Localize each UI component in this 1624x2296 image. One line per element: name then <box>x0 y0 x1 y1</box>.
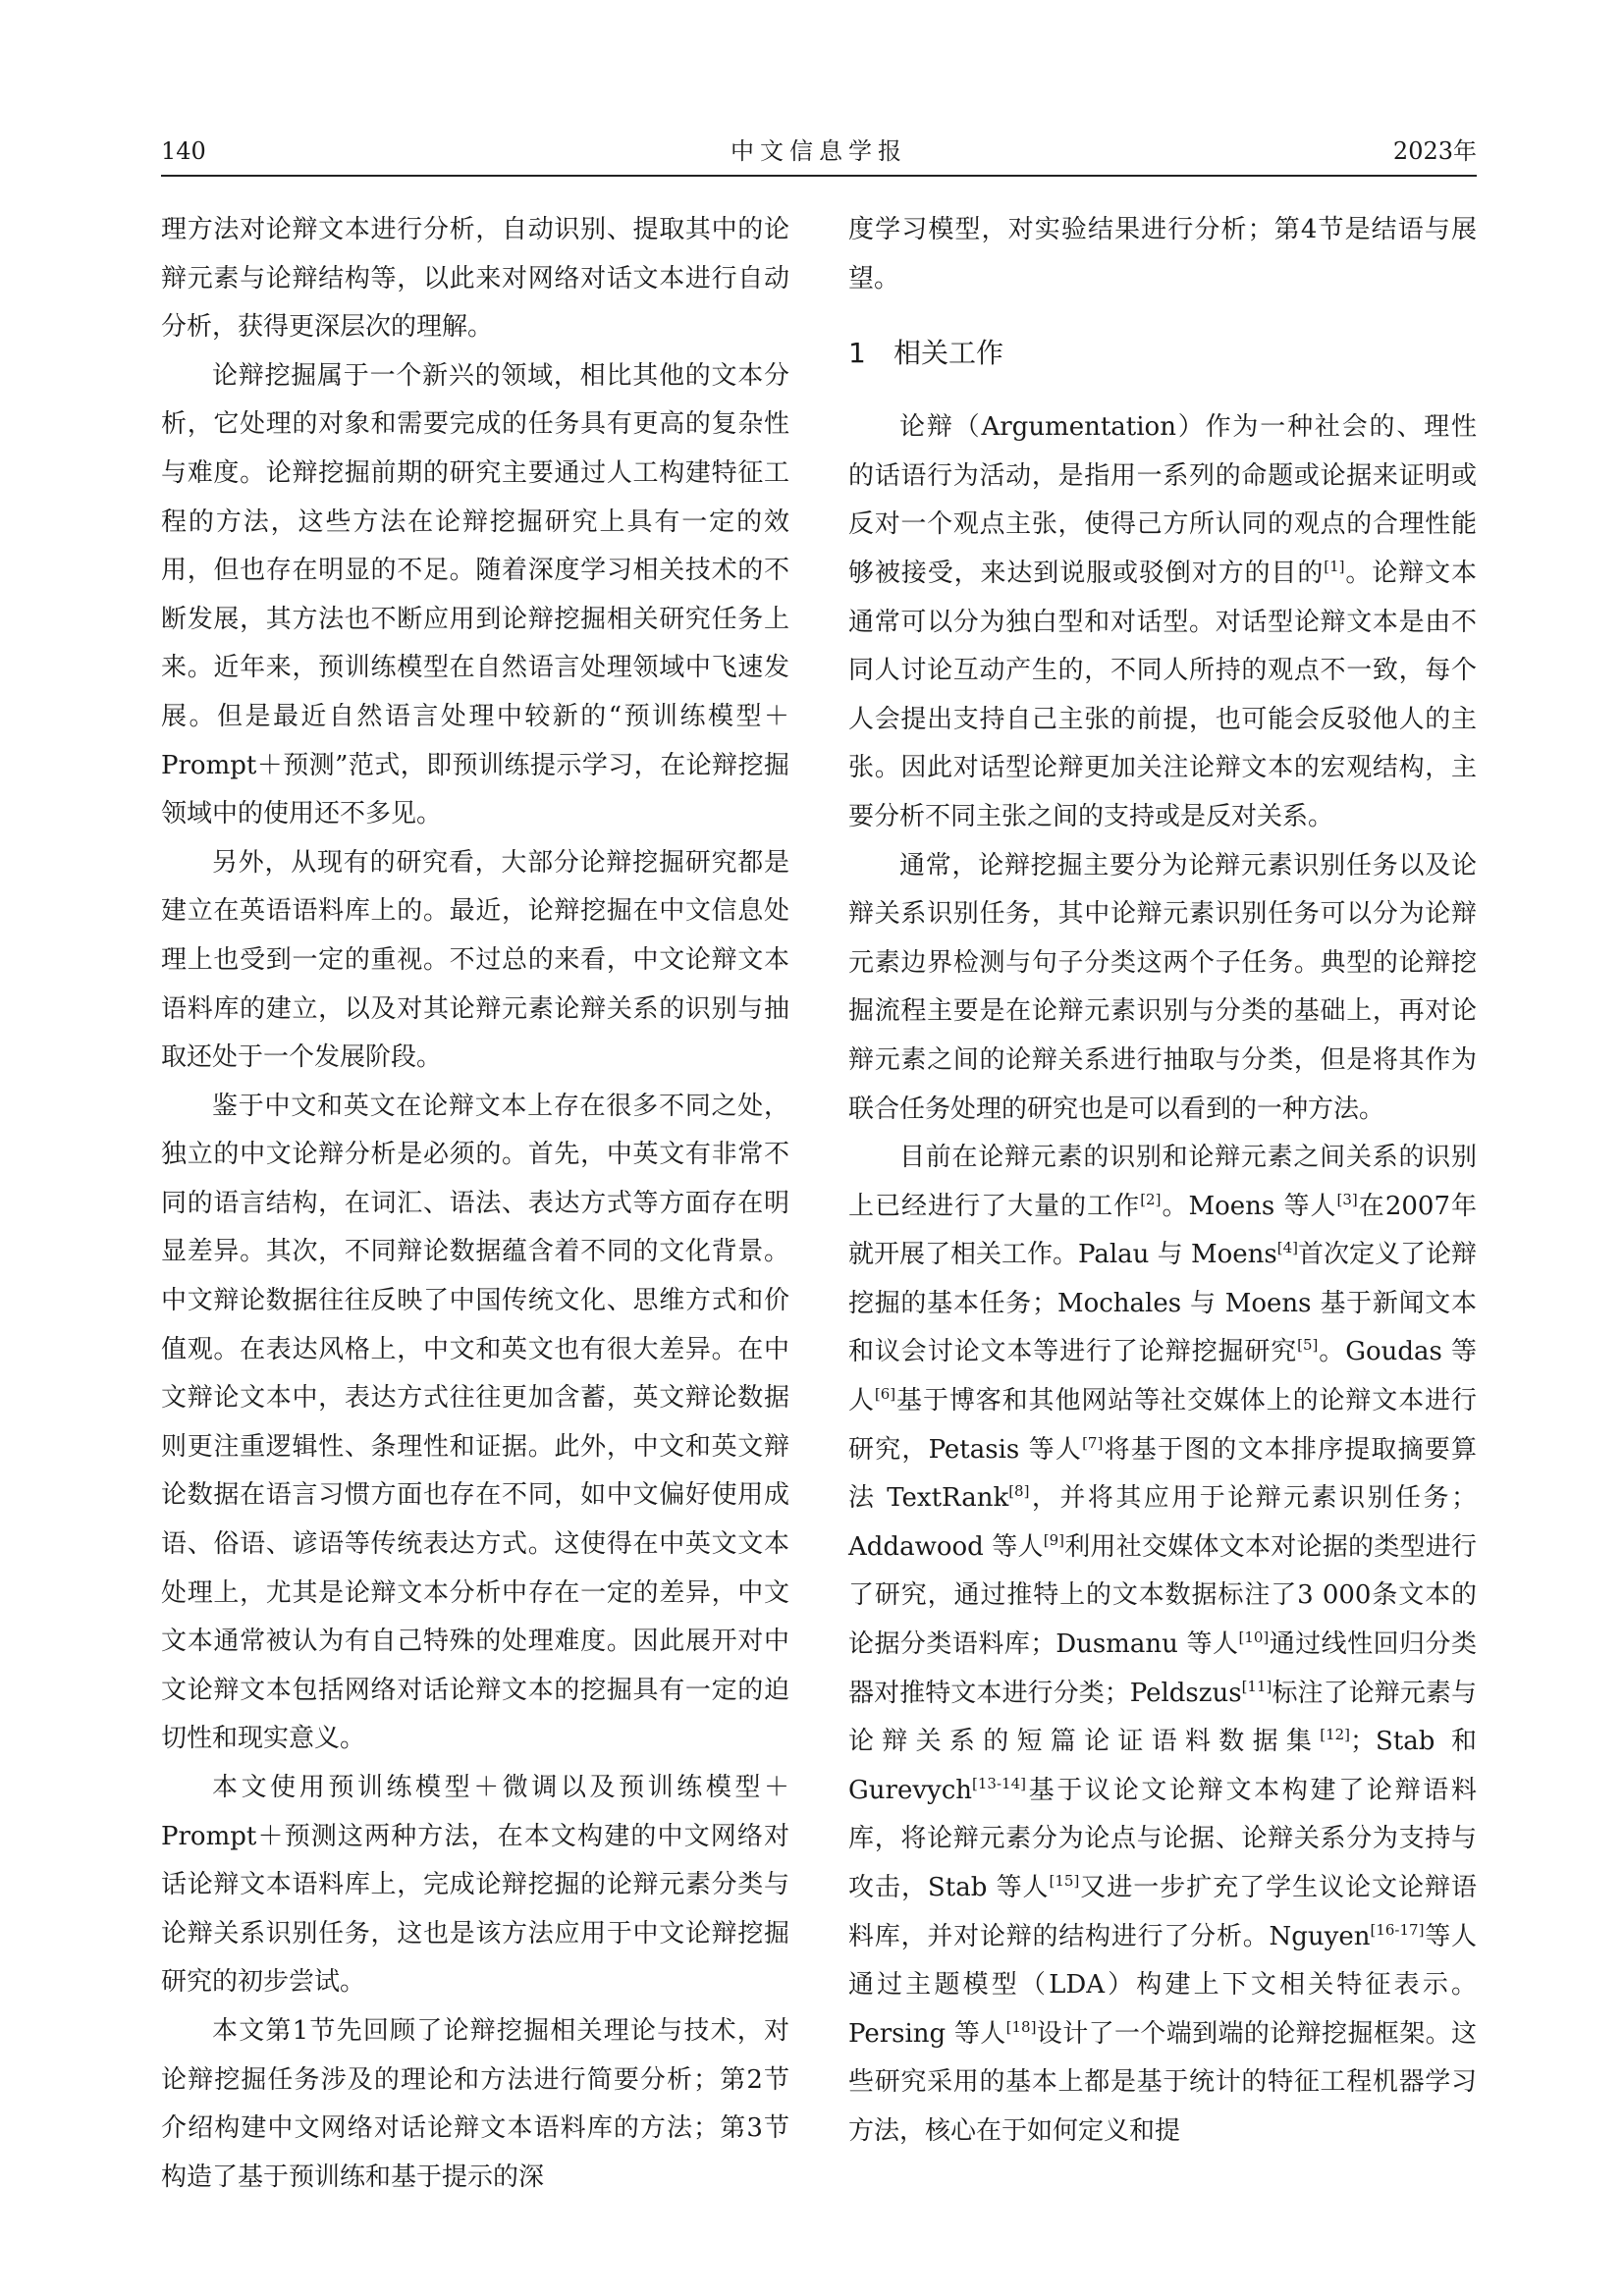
citation: [5] <box>1297 1336 1319 1355</box>
citation: [10] <box>1238 1629 1270 1647</box>
paragraph: 本文第1节先回顾了论辩挖掘相关理论与技术，对论辩挖掘任务涉及的理论和方法进行简要分析；第2节介绍构建中文网络对话论辩文本语料库的方法；第3节构造了基于预训练和基于提示的深 <box>161 2015 789 2192</box>
text-run: 目前在论辩元素的识别和论辩元素之间关系的识别上已经进行了大量的工作 <box>848 1143 1477 1221</box>
text-run: 在2007年就开展了相关工作。Palau 与 Moens <box>848 1191 1477 1270</box>
right-column <box>848 206 1477 2157</box>
section-heading <box>848 329 1477 378</box>
paragraph: 度学习模型，对实验结果进行分析；第4节是结语与展望。 <box>848 215 1477 294</box>
text-run: 利用社交媒体文本对论据的类型进行了研究，通过推特上的文本数据标注了3 000条文本的论据分类语料库；Dusmanu 等人 <box>848 1531 1477 1660</box>
citation: [1] <box>1324 557 1345 575</box>
text-run: 设计了一个端到端的论辩挖掘框架。这些研究采用的基本上都是基于统计的特征工程机器学习方法，核心在于如何定义和提 <box>848 2018 1477 2146</box>
text-run: ，并将其应用于论辩元素识别任务；Addawood 等人 <box>848 1483 1477 1562</box>
header-rule <box>161 175 1477 177</box>
citation: [12] <box>1320 1726 1351 1744</box>
text-run: 标注了论辩元素与论辩关系的短篇论证语料数据集 <box>848 1678 1477 1757</box>
paragraph: 理方法对论辩文本进行分析，自动识别、提取其中的论辩元素与论辩结构等，以此来对网络对话文本进行自动分析，获得更深层次的理解。 <box>161 215 789 343</box>
paragraph: 论辩挖掘属于一个新兴的领域，相比其他的文本分析，它处理的对象和需要完成的任务具有更高的复杂性与难度。论辩挖掘前期的研究主要通过人工构建特征工程的方法，这些方法在论辩挖掘研究上具有一定的效用，但也存在明显的不足。随着深度学习相关技术的不断发展，其方法也不断应用到论辩挖掘相关研究任务上来。近年来，预训练模型在自然语言处理领域中飞速发展。但是最近自然语言处理中较新的“预训练模型＋Prompt＋预测”范式，即预训练提示学习，在论辩挖掘领域中的使用还不多见。 <box>161 360 789 829</box>
paragraph: 本文使用预训练模型＋微调以及预训练模型＋Prompt＋预测这两种方法，在本文构建的中文网络对话论辩文本语料库上，完成论辩挖掘的论辩元素分类与论辩关系识别任务，这也是该方法应用于中文论辩挖掘研究的初步尝试。 <box>161 1773 789 1998</box>
paragraph: 鉴于中文和英文在论辩文本上存在很多不同之处，独立的中文论辩分析是必须的。首先，中英文有非常不同的语言结构，在词汇、语法、表达方式等方面存在明显差异。其次，不同辩论数据蕴含着不同的文化背景。中文辩论数据往往反映了中国传统文化、思维方式和价值观。在表达风格上，中文和英文也有很大差异。在中文辩论文本中，表达方式往往更加含蓄，英文辩论数据则更注重逻辑性、条理性和证据。此外，中文和英文辩论数据在语言习惯方面也存在不同，如中文偏好使用成语、俗语、谚语等传统表达方式。这使得在中英文文本处理上，尤其是论辩文本分析中存在一定的差异，中文文本通常被认为有自己特殊的处理难度。因此展开对中文论辩文本包括网络对话论辩文本的挖掘具有一定的迫切性和现实意义。 <box>161 1091 789 1754</box>
citation: [8] <box>1008 1482 1030 1501</box>
publication-year: 2023年 <box>1392 137 1477 165</box>
text-run: 首次定义了论辩挖掘的基本任务；Mochales 与 Moens 基于新闻文本和议会讨论文本等进行了论辩挖掘研究 <box>848 1240 1477 1367</box>
citation: [7] <box>1082 1433 1104 1452</box>
citation: [6] <box>874 1385 896 1404</box>
text-run: 基于博客和其他网站等社交媒体上的论辩文本进行研究，Petasis 等人 <box>848 1386 1477 1465</box>
text-run: 。Moens 等人 <box>1161 1191 1337 1221</box>
section-number: 1 <box>848 337 866 370</box>
text-run: 将基于图的文本排序提取摘要算法 TextRank <box>848 1434 1477 1514</box>
text-run: 等人通过主题模型（LDA）构建上下文相关特征表示。Persing 等人 <box>848 1921 1477 2049</box>
citation: [15] <box>1049 1872 1080 1890</box>
citation: [3] <box>1336 1190 1358 1208</box>
text-run: ；Stab 和 Gurevych <box>848 1727 1477 1805</box>
section-title: 相关工作 <box>893 337 1004 370</box>
left-column <box>161 206 789 2202</box>
page-number: 140 <box>161 137 206 165</box>
paragraph <box>848 1134 1477 2156</box>
citation: [2] <box>1140 1190 1162 1208</box>
text-run: 基于议论文论辩文本构建了论辩语料库，将论辩元素分为论点与论据、论辩关系分为支持与攻击，Stab 等人 <box>848 1775 1477 1902</box>
citation: [11] <box>1241 1677 1272 1695</box>
text-run: 又进一步扩充了学生议论文论辩语料库，并对论辩的结构进行了分析。Nguyen <box>848 1873 1477 1951</box>
paragraph: 另外，从现有的研究看，大部分论辩挖掘研究都是建立在英语语料库上的。最近，论辩挖掘在中文信息处理上也受到一定的重视。不过总的来看，中文论辩文本语料库的建立，以及对其论辩元素论辩关系的识别与抽取还处于一个发展阶段。 <box>161 847 789 1073</box>
paragraph <box>848 403 1477 841</box>
citation: [16-17] <box>1370 1920 1425 1939</box>
citation: [4] <box>1276 1239 1298 1257</box>
text-run: 。论辩文本通常可以分为独白型和对话型。对话型论辩文本是由不同人讨论互动产生的，不同人所持的观点不一致，每个人会提出支持自己主张的前提，也可能会反驳他人的主张。因此对话型论辩更加关注论辩文本的宏观结构，主要分析不同主张之间的支持或是反对关系。 <box>848 558 1477 831</box>
citation: [13-14] <box>972 1774 1026 1792</box>
citation: [9] <box>1043 1530 1065 1549</box>
text-run: 。Goudas 等人 <box>848 1337 1477 1416</box>
citation: [18] <box>1005 2017 1037 2036</box>
running-header <box>161 132 1477 171</box>
text-run: 通过线性回归分类器对推特文本进行分类；Peldszus <box>848 1629 1477 1708</box>
paragraph: 通常，论辩挖掘主要分为论辩元素识别任务以及论辩关系识别任务，其中论辩元素识别任务可以分为论辩元素边界检测与句子分类这两个子任务。典型的论辩挖掘流程主要是在论辩元素识别与分类的基础上，再对论辩元素之间的论辩关系进行抽取与分类，但是将其作为联合任务处理的研究也是可以看到的一种方法。 <box>848 850 1477 1124</box>
journal-name: 中文信息学报 <box>731 137 907 165</box>
text-run: 论辩（Argumentation）作为一种社会的、理性的话语行为活动，是指用一系列的命题或论据来证明或反对一个观点主张，使得己方所认同的观点的合理性能够被接受，来达到说服或驳倒对方的目的 <box>848 412 1477 588</box>
